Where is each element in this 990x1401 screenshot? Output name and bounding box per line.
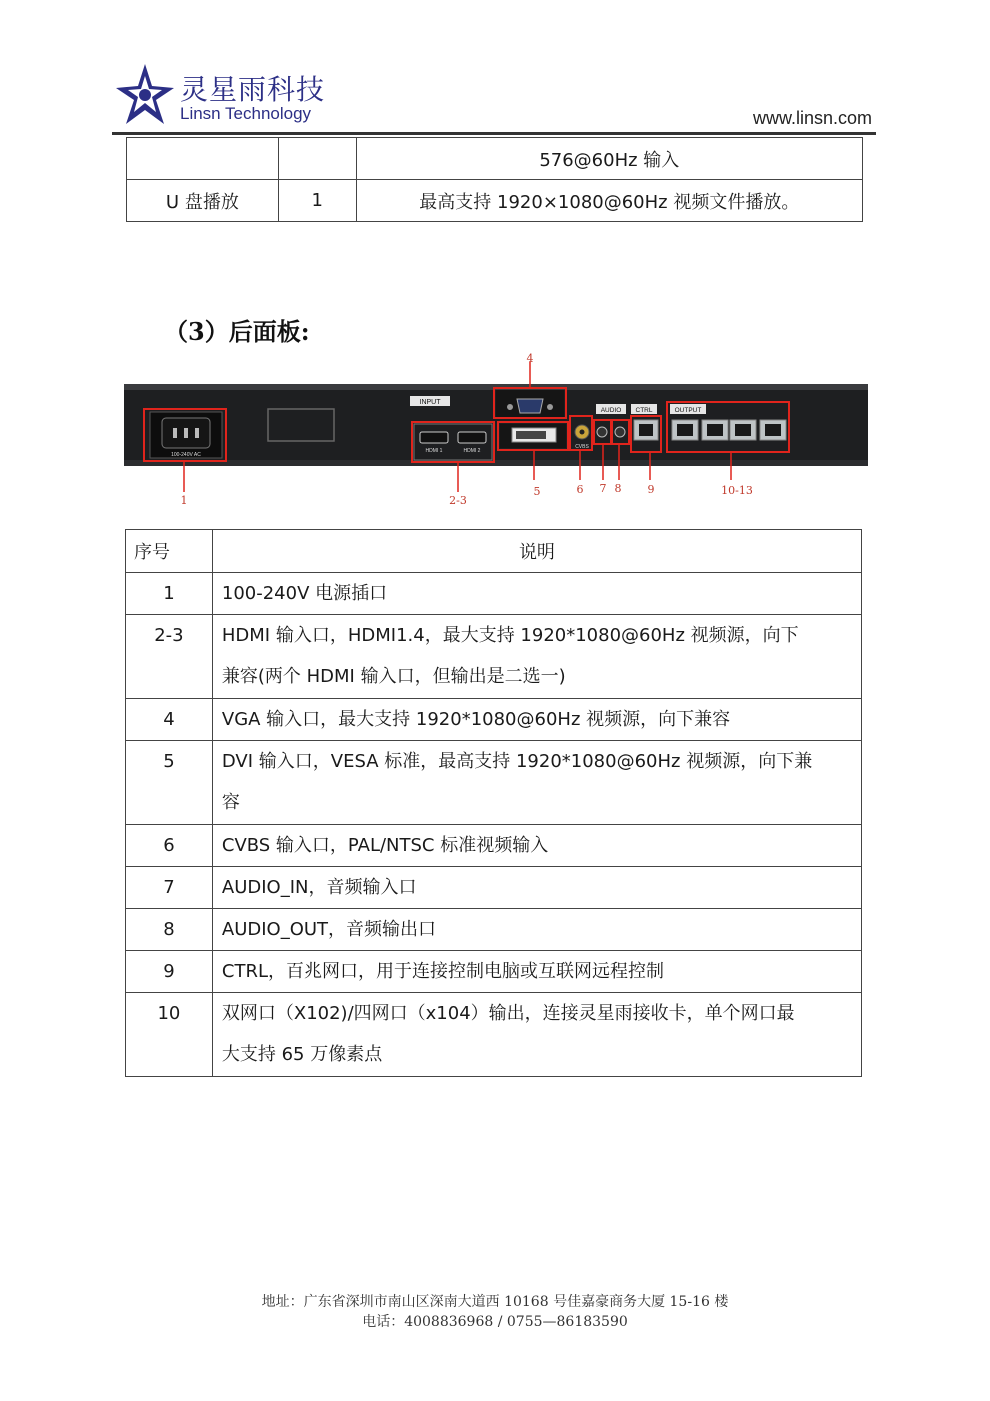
row-description — [212, 573, 861, 615]
row-number: 8 — [126, 909, 213, 951]
row-description-line: CTRL，百兆网口，用于连接控制电脑或互联网远程控制 — [221, 961, 664, 982]
callout-5: 5 — [533, 485, 541, 498]
row-description — [212, 867, 861, 909]
callout-6: 6 — [576, 483, 584, 496]
logo-chinese-name: 灵星雨科技 — [180, 73, 326, 106]
table-row — [126, 741, 862, 825]
page-footer — [0, 1292, 990, 1332]
callout-8: 8 — [614, 482, 622, 495]
row-description-line: 双网口（X102)/四网口（x104）输出，连接灵星雨接收卡，单个网口最 — [221, 1003, 795, 1024]
table-row — [126, 699, 862, 741]
row-description-line: DVI 输入口，VESA 标准，最高支持 1920*1080@60Hz 视频源，向下兼 — [221, 751, 813, 772]
table-row — [127, 180, 863, 222]
row-description — [212, 741, 861, 825]
page-header — [112, 60, 876, 136]
row-number: 2-3 — [126, 615, 213, 699]
feature-desc-cell: 576@60Hz 输入 — [356, 138, 862, 180]
cvbs-label: CVBS — [575, 444, 589, 450]
row-description — [212, 909, 861, 951]
callout-10-13: 10-13 — [721, 484, 753, 497]
row-description-line: 大支持 65 万像素点 — [221, 1044, 383, 1065]
footer-phone: 电话：4008836968 / 0755—86183590 — [362, 1314, 628, 1330]
footer-address: 地址：广东省深圳市南山区深南大道西 10168 号佳嘉豪商务大厦 15-16 楼 — [261, 1294, 729, 1310]
power-label: 100-240V AC — [171, 452, 201, 458]
table-row — [126, 867, 862, 909]
input-label: INPUT — [419, 399, 441, 406]
callout-1: 1 — [180, 494, 188, 507]
feature-name-cell — [127, 138, 279, 180]
row-number: 5 — [126, 741, 213, 825]
rear-panel-diagram — [122, 352, 870, 512]
ctrl-label: CTRL — [635, 407, 653, 414]
section-title-rear-panel: （3）后面板: — [164, 317, 310, 346]
table-row — [126, 909, 862, 951]
row-description — [212, 993, 861, 1077]
callout-9: 9 — [647, 483, 655, 496]
header-divider — [112, 132, 876, 135]
row-description-line: 兼容(两个 HDMI 输入口，但输出是二选一) — [221, 666, 566, 687]
row-description-line: CVBS 输入口，PAL/NTSC 标准视频输入 — [221, 835, 549, 856]
feature-desc-cell: 最高支持 1920×1080@60Hz 视频文件播放。 — [356, 180, 862, 222]
row-number: 7 — [126, 867, 213, 909]
hdmi1-label: HDMI 1 — [425, 448, 443, 454]
linsn-logo-icon — [114, 62, 176, 128]
table-header-row — [126, 530, 862, 573]
row-description-line: 容 — [221, 792, 240, 813]
row-description-line: 100-240V 电源插口 — [221, 583, 388, 604]
table-row — [126, 951, 862, 993]
row-description-line: HDMI 输入口，HDMI1.4，最大支持 1920*1080@60Hz 视频源，向下 — [221, 625, 799, 646]
audio-label: AUDIO — [600, 407, 622, 414]
output-label: OUTPUT — [674, 407, 702, 414]
website-url[interactable]: www.linsn.com — [752, 108, 872, 128]
feature-name-cell: U 盘播放 — [127, 180, 279, 222]
features-table-continued — [126, 137, 863, 222]
row-number: 1 — [126, 573, 213, 615]
row-description — [212, 615, 861, 699]
table-row — [126, 615, 862, 699]
row-number: 6 — [126, 825, 213, 867]
row-description — [212, 951, 861, 993]
feature-qty-cell — [278, 138, 356, 180]
row-number: 10 — [126, 993, 213, 1077]
col-header-description: 说明 — [212, 530, 861, 573]
table-row — [126, 825, 862, 867]
table-row — [126, 993, 862, 1077]
row-description-line: AUDIO_IN，音频输入口 — [221, 877, 417, 898]
row-number: 4 — [126, 699, 213, 741]
table-row — [127, 138, 863, 180]
hdmi2-label: HDMI 2 — [463, 448, 481, 454]
row-description-line: VGA 输入口，最大支持 1920*1080@60Hz 视频源，向下兼容 — [221, 709, 731, 730]
col-header-number: 序号 — [126, 530, 213, 573]
callout-4: 4 — [526, 352, 534, 365]
callout-7: 7 — [599, 482, 607, 495]
rear-panel-spec-table — [125, 529, 862, 1077]
feature-qty-cell: 1 — [278, 180, 356, 222]
row-description — [212, 825, 861, 867]
callout-2-3: 2-3 — [449, 494, 467, 507]
table-row — [126, 573, 862, 615]
logo-english-name: Linsn Technology — [180, 104, 312, 123]
row-description — [212, 699, 861, 741]
row-number: 9 — [126, 951, 213, 993]
row-description-line: AUDIO_OUT，音频输出口 — [221, 919, 437, 940]
